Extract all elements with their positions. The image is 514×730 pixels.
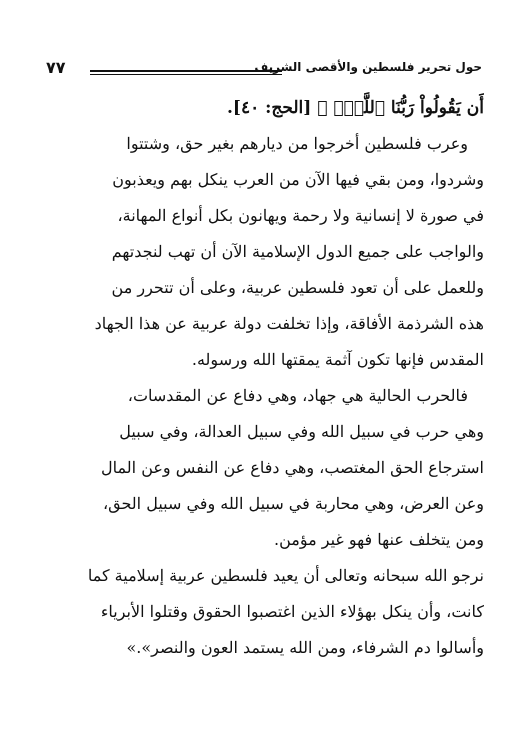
text-line: فالحرب الحالية هي جهاد، وهي دفاع عن المقدسات،	[127, 386, 468, 405]
text-line: ومن يتخلف عنها فهو غير مؤمن.	[274, 530, 484, 549]
text-line: وعن العرض، وهي محاربة في سبيل الله وفي سبيل الحق،	[102, 494, 484, 513]
text-line: في صورة لا إنسانية ولا رحمة ويهانون بكل أنواع المهانة،	[117, 206, 484, 225]
text-line: وأسالوا دم الشرفاء، ومن الله يستمد العون والنصر».»	[126, 638, 484, 657]
text-line: والواجب على جميع الدول الإسلامية الآن أن تهب لنجدتهم	[111, 242, 484, 261]
text-line: وهي حرب في سبيل الله وفي سبيل العدالة، وفي سبيل	[119, 422, 484, 441]
text-line: المقدس فإنها تكون آثمة يمقتها الله ورسوله.	[191, 350, 484, 369]
page-header	[42, 58, 482, 80]
text-line: نرجو الله سبحانه وتعالى أن يعيد فلسطين عربية إسلامية كما	[87, 566, 484, 585]
text-line: كانت، وأن ينكل بهؤلاء الذين اغتصبوا الحقوق وقتلوا الأبرياء	[100, 602, 484, 621]
running-title: حول تحرير فلسطين والأقصى الشريف	[254, 60, 482, 74]
header-rule	[90, 70, 282, 75]
quran-verse-line: أَن يَقُولُواْ رَبُّنَا ٱللَّهُۗ ﴾ [الحج: ٤٠].	[227, 98, 484, 118]
page-number: ٧٧	[46, 58, 66, 77]
text-line: استرجاع الحق المغتصب، وهي دفاع عن النفس وعن المال	[101, 458, 484, 477]
text-line: وللعمل على أن تعود فلسطين عربية، وعلى أن تتحرر من	[111, 278, 484, 297]
text-line: هذه الشرذمة الأفاقة، وإذا تخلفت دولة عربية عن هذا الجهاد	[94, 314, 484, 333]
text-line: وعرب فلسطين أخرجوا من ديارهم بغير حق، وشتتوا	[126, 134, 468, 153]
page-body	[36, 90, 484, 666]
text-line: وشردوا، ومن بقي فيها الآن من العرب ينكل بهم ويعذبون	[112, 170, 484, 189]
